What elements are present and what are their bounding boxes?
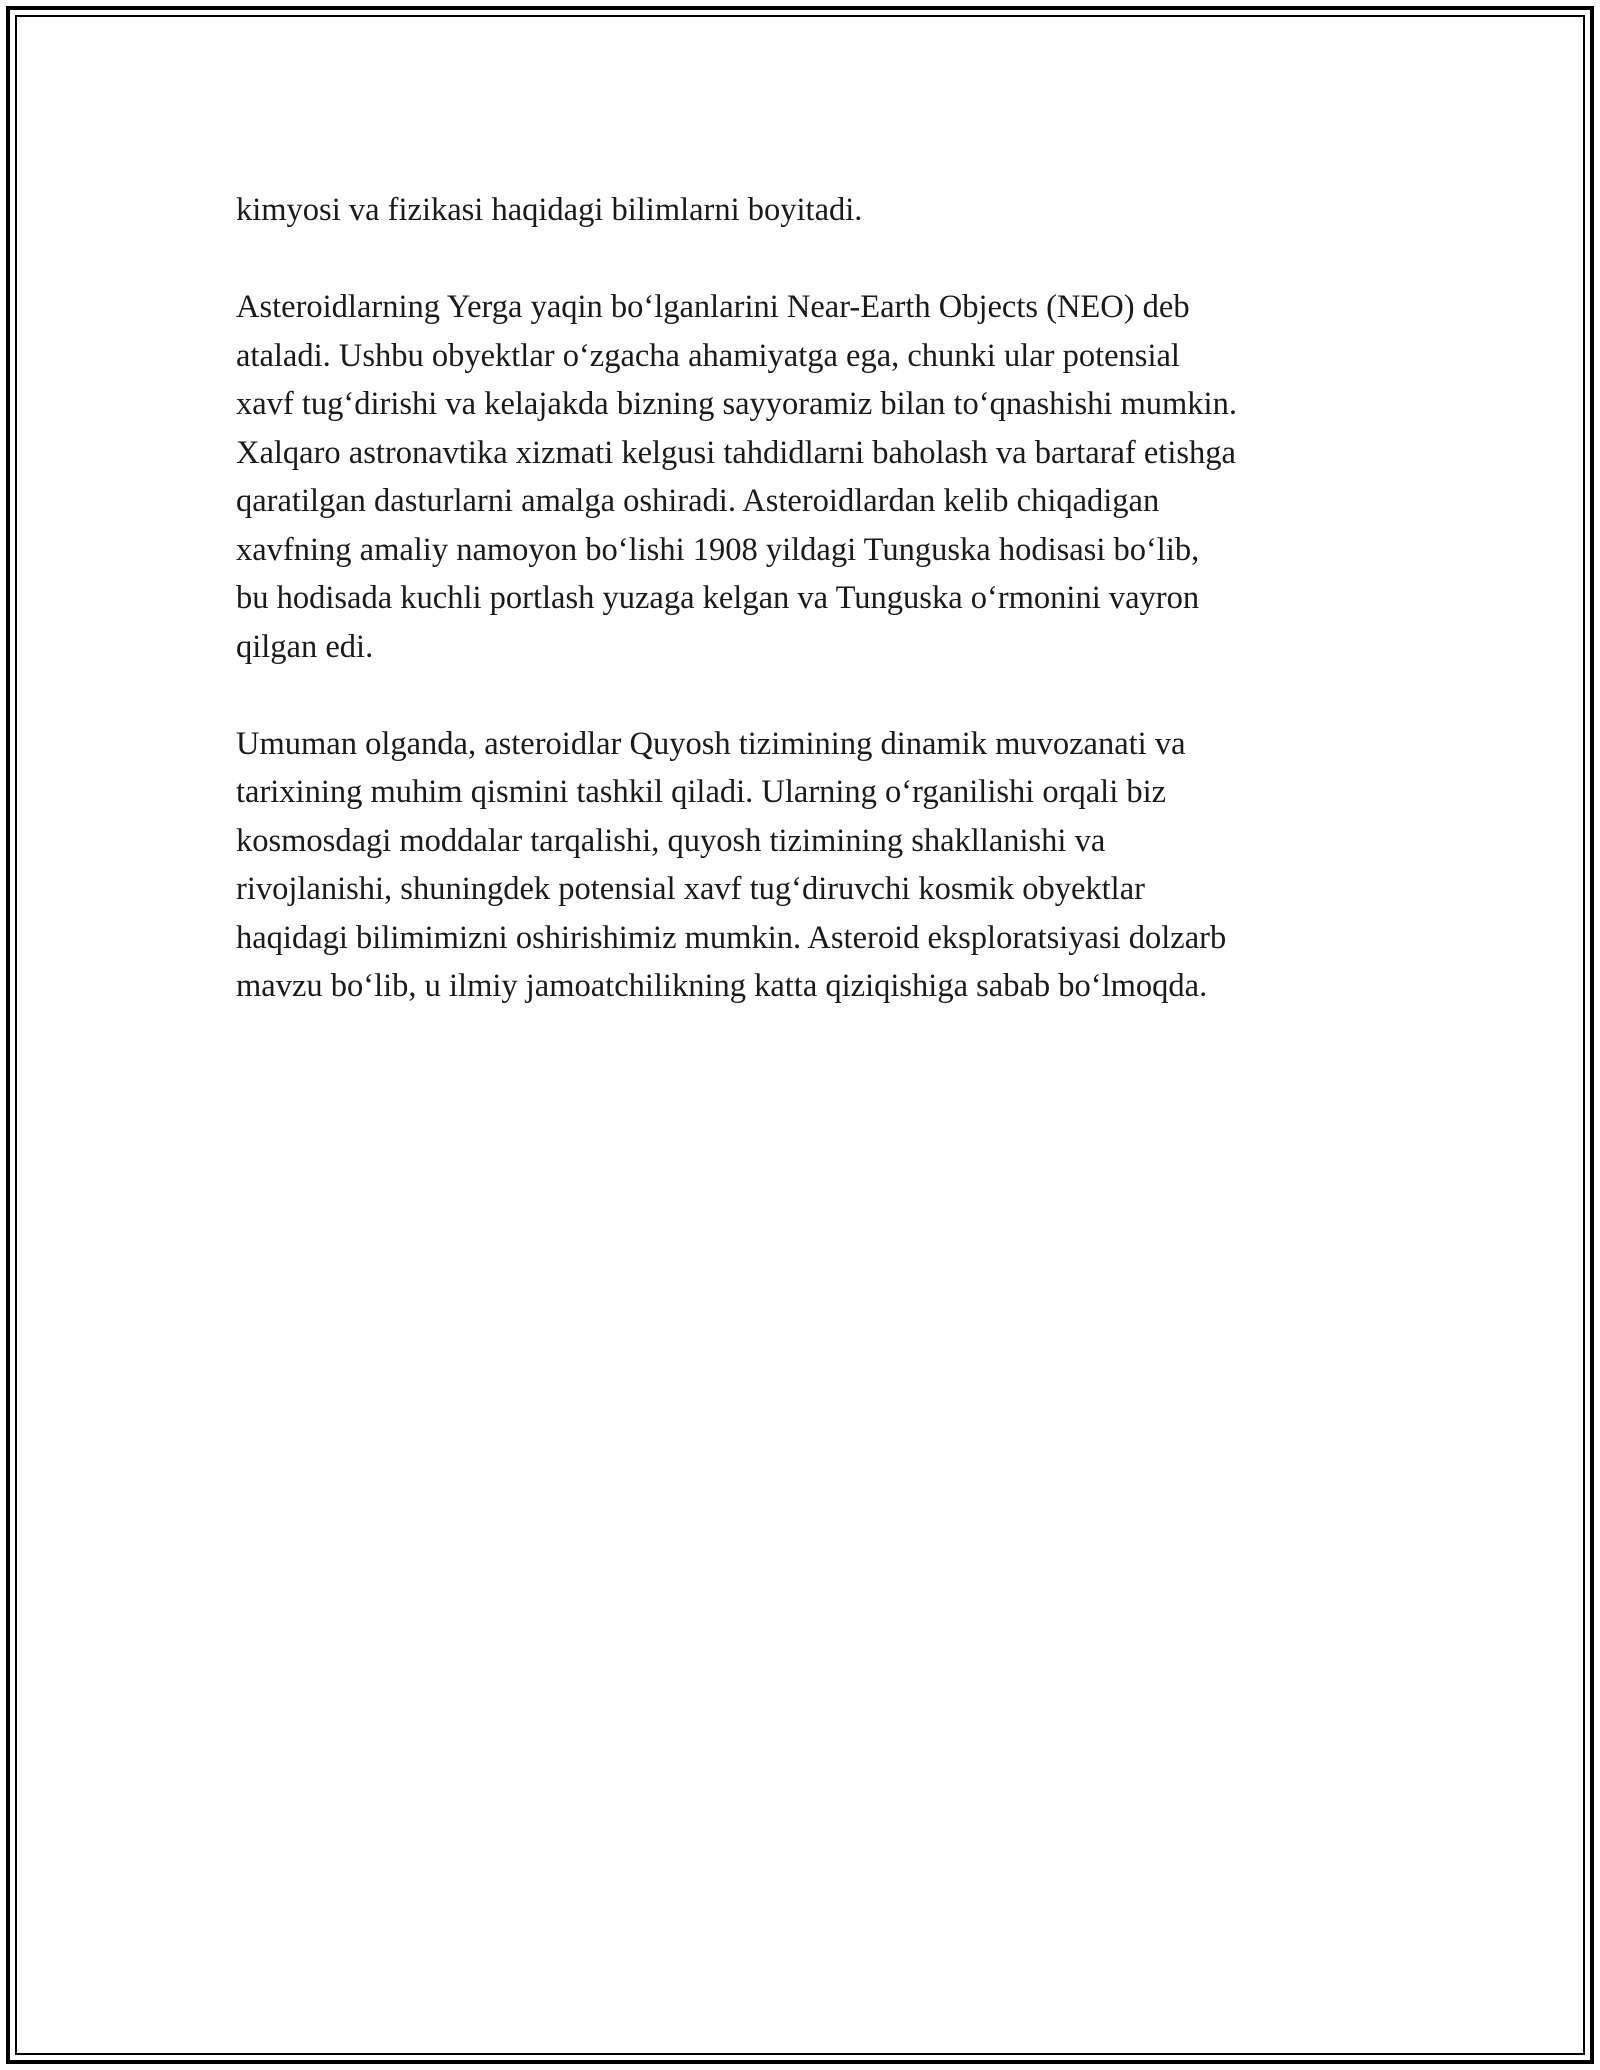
paragraph-2 <box>236 283 1376 671</box>
text-line: rivojlanishi, shuningdek potensial xavf tug‘diruvchi kosmik obyektlar <box>236 871 1145 907</box>
text-line: tarixining muhim qismini tashkil qiladi. Ularning o‘rganilishi orqali biz <box>236 774 1167 810</box>
paragraph-spacer <box>236 671 1376 720</box>
document-body <box>236 186 1376 1011</box>
text-line: xavfning amaliy namoyon bo‘lishi 1908 yildagi Tunguska hodisasi bo‘lib, <box>236 531 1200 568</box>
paragraph-spacer <box>236 235 1376 284</box>
text-line: bu hodisada kuchli portlash yuzaga kelgan va Tunguska o‘rmonini vayron <box>236 580 1200 616</box>
paragraph-3 <box>236 720 1376 1011</box>
text-line: kosmosdagi moddalar tarqalishi, quyosh tizimining shakllanishi va <box>236 822 1106 859</box>
text-line: kimyosi va fizikasi haqidagi bilimlarni boyitadi. <box>236 192 863 228</box>
text-line: qilgan edi. <box>236 628 374 665</box>
paragraph-1 <box>236 186 1376 235</box>
text-line: xavf tug‘dirishi va kelajakda bizning sayyoramiz bilan to‘qnashishi mumkin. <box>236 386 1237 422</box>
text-line: haqidagi bilimimizni oshirishimiz mumkin. Asteroid eksploratsiyasi dolzarb <box>236 919 1227 956</box>
text-line: Umuman olganda, asteroidlar Quyosh tizimining dinamik muvozanati va <box>236 725 1186 762</box>
text-line: qaratilgan dasturlarni amalga oshiradi. Asteroidlardan kelib chiqadigan <box>236 483 1160 519</box>
text-line: Xalqaro astronavtika xizmati kelgusi tahdidlarni baholash va bartaraf etishga <box>236 434 1236 471</box>
text-line: Asteroidlarning Yerga yaqin bo‘lganlarini Near-Earth Objects (NEO) deb <box>236 289 1190 325</box>
text-line: mavzu bo‘lib, u ilmiy jamoatchilikning katta qiziqishiga sabab bo‘lmoqda. <box>236 968 1208 1004</box>
text-line: ataladi. Ushbu obyektlar o‘zgacha ahamiyatga ega, chunki ular potensial <box>236 337 1180 374</box>
